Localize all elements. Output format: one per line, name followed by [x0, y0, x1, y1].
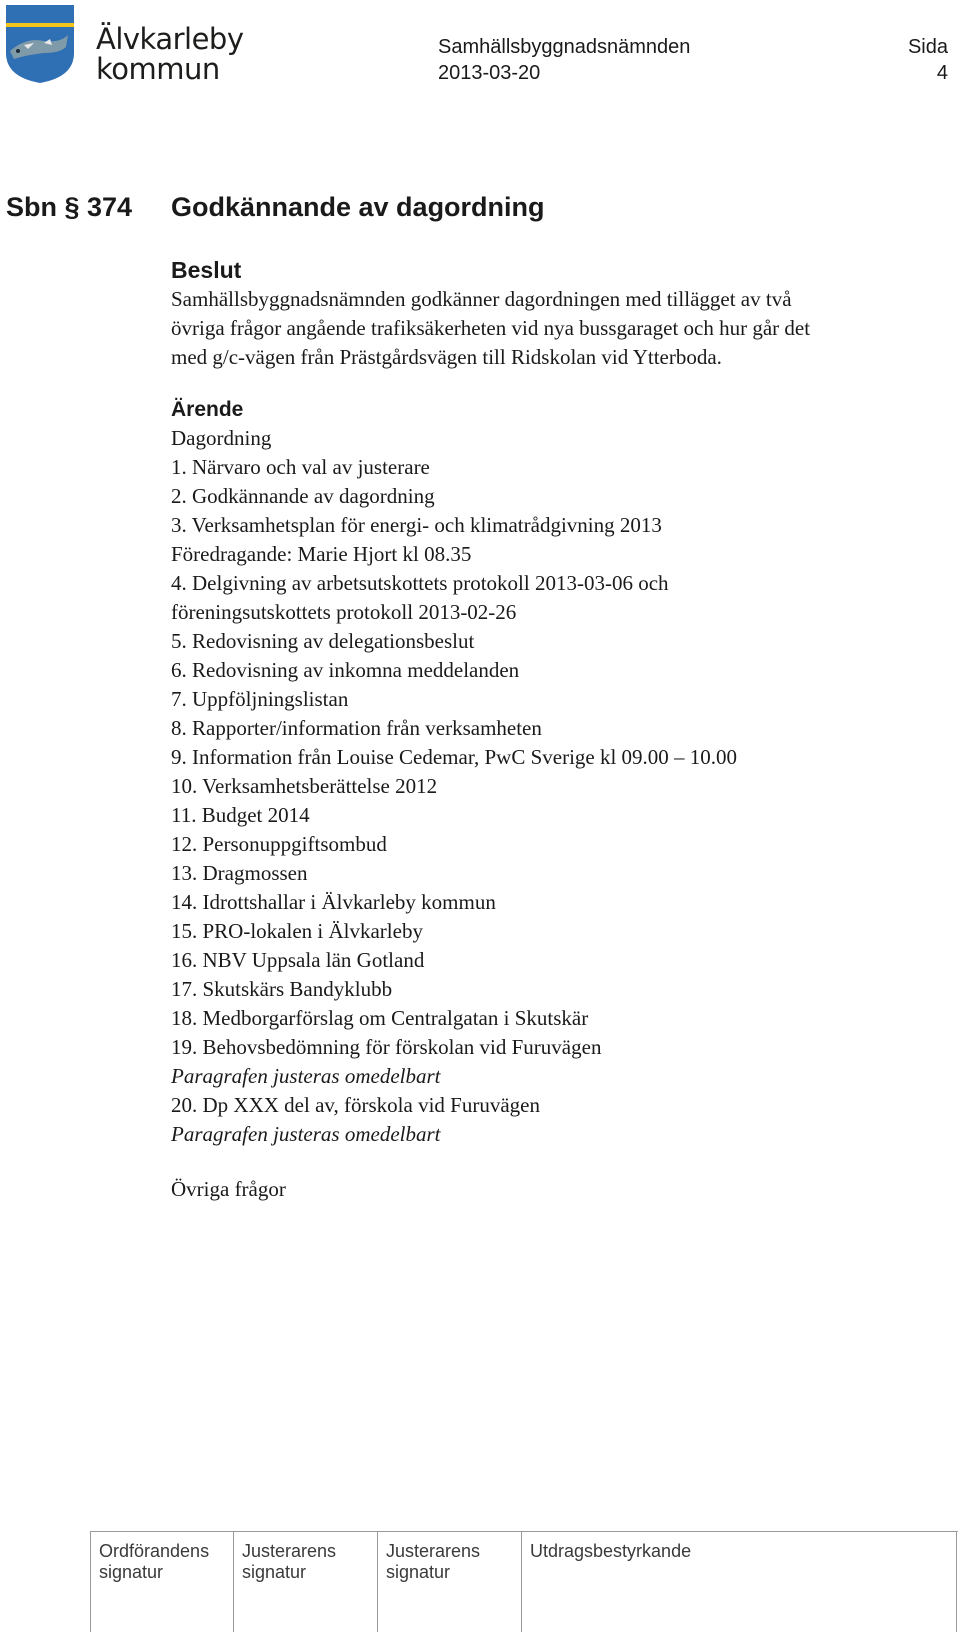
list-item: 15. PRO-lokalen i Älvkarleby — [171, 919, 423, 943]
list-item: 2. Godkännande av dagordning — [171, 484, 435, 508]
list-item: 8. Rapporter/information från verksamheten — [171, 716, 542, 740]
list-item: 11. Budget 2014 — [171, 803, 310, 827]
list-item: 6. Redovisning av inkomna meddelanden — [171, 658, 520, 682]
list-item: Föredragande: Marie Hjort kl 08.35 — [171, 542, 472, 566]
signature-cell-certification — [521, 1532, 957, 1632]
org-name-line1: Älvkarleby — [96, 22, 244, 56]
list-item: 1. Närvaro och val av justerare — [171, 455, 430, 479]
beslut-line: övriga frågor angående trafiksäkerheten vid nya bussgaraget och hur går det — [171, 316, 811, 340]
municipality-coat-of-arms — [4, 3, 76, 85]
minutes-content — [171, 255, 941, 1204]
signature-cell-label: Ordförandens — [99, 1541, 210, 1561]
beslut-text — [171, 285, 941, 372]
list-item: 13. Dragmossen — [171, 861, 308, 885]
list-item: 9. Information från Louise Cedemar, PwC Sverige kl 09.00 – 10.00 — [171, 745, 738, 769]
ovriga-fragor: Övriga frågor — [171, 1177, 286, 1201]
beslut-heading: Beslut — [171, 257, 242, 283]
list-item: 12. Personuppgiftsombud — [171, 832, 387, 856]
org-name-line2: kommun — [96, 52, 220, 86]
list-item: 10. Verksamhetsberättelse 2012 — [171, 774, 438, 798]
list-item: 3. Verksamhetsplan för energi- och klimatrådgivning 2013 — [171, 513, 662, 537]
list-item-note: Paragrafen justeras omedelbart — [171, 1064, 441, 1088]
signature-cell-label: signatur — [386, 1562, 451, 1582]
list-item: 19. Behovsbedömning för förskolan vid Furuvägen — [171, 1035, 602, 1059]
meeting-date: 2013-03-20 — [438, 62, 541, 84]
list-item: 16. NBV Uppsala län Gotland — [171, 948, 425, 972]
agenda-list — [171, 424, 941, 1149]
page-number: 4 — [936, 62, 948, 84]
list-item: 5. Redovisning av delegationsbeslut — [171, 629, 475, 653]
signature-cell-label: signatur — [242, 1562, 307, 1582]
list-item: 20. Dp XXX del av, förskola vid Furuvägen — [171, 1093, 540, 1117]
agenda-intro: Dagordning — [171, 426, 272, 450]
committee-name: Samhällsbyggnadsnämnden — [438, 36, 691, 58]
signature-cell-label: Justerarens — [242, 1541, 337, 1561]
paragraph-title: Godkännande av dagordning — [171, 192, 545, 222]
signature-cell-chair — [90, 1532, 233, 1632]
list-item: föreningsutskottets protokoll 2013-02-26 — [171, 600, 517, 624]
signature-cell-label: signatur — [99, 1562, 164, 1582]
list-item-note: Paragrafen justeras omedelbart — [171, 1122, 441, 1146]
page-label: Sida — [907, 36, 948, 58]
list-item: 4. Delgivning av arbetsutskottets protokoll 2013-03-06 och — [171, 571, 669, 595]
municipality-name — [96, 24, 244, 84]
beslut-line: Samhällsbyggnadsnämnden godkänner dagordningen med tillägget av två — [171, 287, 792, 311]
list-item: 7. Uppföljningslistan — [171, 687, 349, 711]
signature-cell-label: Justerarens — [386, 1541, 481, 1561]
arende-heading: Ärende — [171, 398, 244, 421]
signature-cell-adjuster-2 — [377, 1532, 521, 1632]
signature-footer — [90, 1531, 958, 1632]
list-item: 18. Medborgarförslag om Centralgatan i Skutskär — [171, 1006, 589, 1030]
signature-cell-label: Utdragsbestyrkande — [530, 1541, 692, 1561]
signature-cell-adjuster-1 — [233, 1532, 377, 1632]
list-item: 14. Idrottshallar i Älvkarleby kommun — [171, 890, 496, 914]
beslut-line: med g/c-vägen från Prästgårdsvägen till Ridskolan vid Ytterboda. — [171, 345, 722, 369]
list-item: 17. Skutskärs Bandyklubb — [171, 977, 393, 1001]
paragraph-number: Sbn § 374 — [6, 192, 133, 222]
